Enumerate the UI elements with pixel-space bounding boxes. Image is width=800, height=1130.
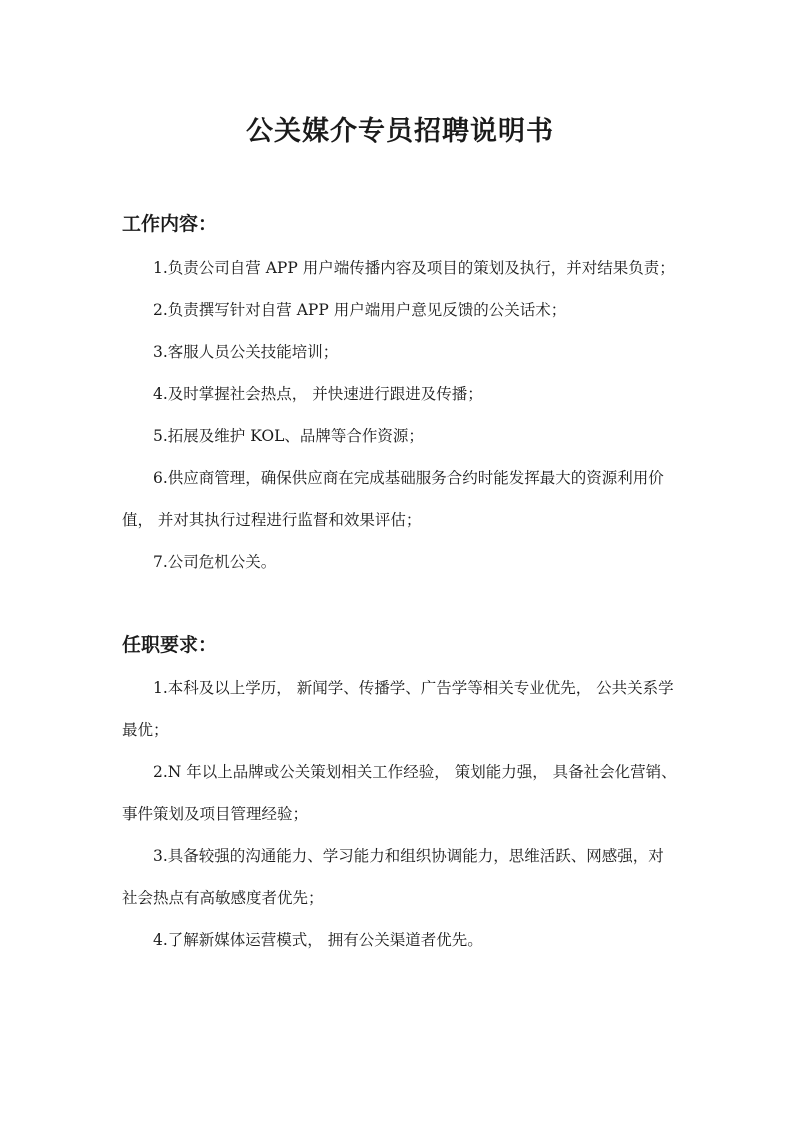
job-content-line: 1.负责公司自营 APP 用户端传播内容及项目的策划及执行，并对结果负责； xyxy=(153,259,675,277)
requirement-line: 3.具备较强的沟通能力、学习能力和组织协调能力，思维活跃、网感强，对 xyxy=(153,847,664,865)
job-content-line: 3.客服人员公关技能培训； xyxy=(153,343,339,361)
job-content-line: 5.拓展及维护 KOL、品牌等合作资源； xyxy=(153,427,424,445)
job-content-line: 6.供应商管理，确保供应商在完成基础服务合约时能发挥最大的资源利用价 xyxy=(153,469,664,487)
document-title: 公关媒介专员招聘说明书 xyxy=(246,116,554,147)
job-content-line: 4.及时掌握社会热点， 并快速进行跟进及传播； xyxy=(153,385,483,403)
requirement-line: 4.了解新媒体运营模式， 拥有公关渠道者优先。 xyxy=(153,931,483,949)
job-content-line: 2.负责撰写针对自营 APP 用户端用户意见反馈的公关话术； xyxy=(153,301,567,319)
requirement-line: 2.N 年以上品牌或公关策划相关工作经验， 策划能力强， 具备社会化营销、 xyxy=(153,763,677,781)
section-heading-requirements: 任职要求： xyxy=(122,634,218,656)
requirement-line: 事件策划及项目管理经验； xyxy=(122,805,309,823)
section-heading-job-content: 工作内容： xyxy=(122,213,218,235)
requirement-line: 最优； xyxy=(122,721,169,739)
requirement-line: 1.本科及以上学历， 新闻学、传播学、广告学等相关专业优先， 公共关系学 xyxy=(153,679,674,697)
job-content-line: 值， 并对其执行过程进行监督和效果评估； xyxy=(122,511,422,529)
requirement-line: 社会热点有高敏感度者优先； xyxy=(122,889,324,907)
job-content-line: 7.公司危机公关。 xyxy=(153,553,277,571)
